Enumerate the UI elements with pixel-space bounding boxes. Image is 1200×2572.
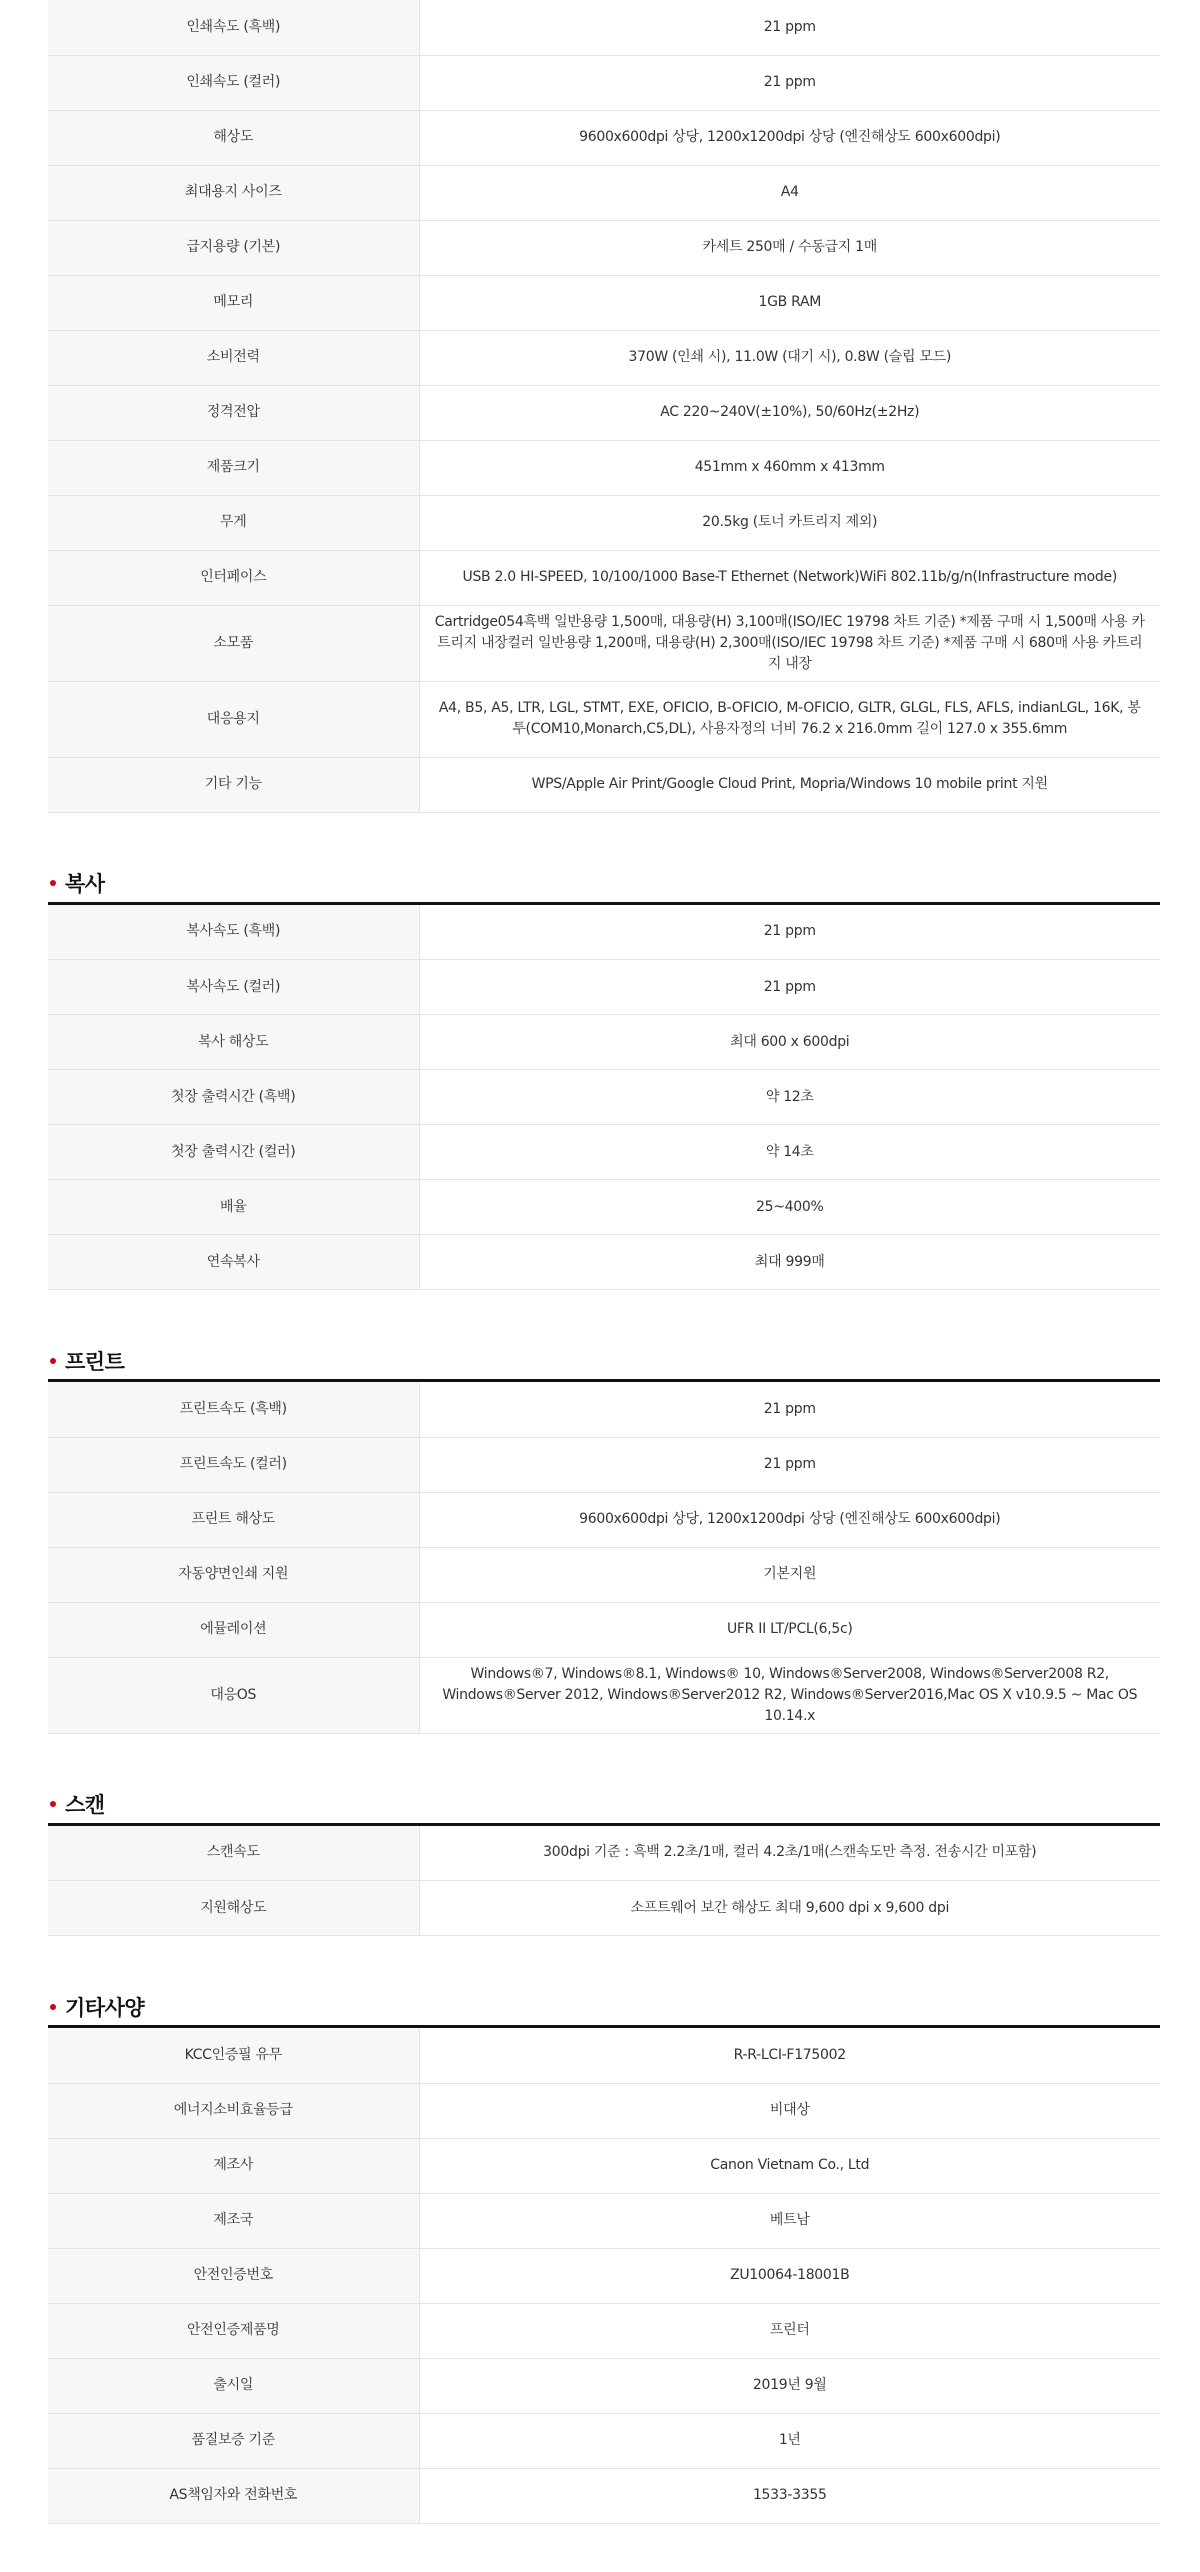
- spec-label: 인터페이스: [48, 550, 419, 605]
- spec-section: [48, 0, 1160, 813]
- spec-row: [48, 2468, 1160, 2523]
- spec-label: 해상도: [48, 110, 419, 165]
- section-header: [48, 1988, 1160, 2028]
- spec-value: 370W (인쇄 시), 11.0W (대기 시), 0.8W (슬립 모드): [419, 330, 1160, 385]
- spec-label: 제품크기: [48, 440, 419, 495]
- spec-value: 9600x600dpi 상당, 1200x1200dpi 상당 (엔진해상도 600x600dpi): [419, 110, 1160, 165]
- spec-table: [48, 905, 1160, 1291]
- spec-label: KCC인증필 유무: [48, 2028, 419, 2083]
- spec-value: 21 ppm: [419, 0, 1160, 55]
- spec-row: [48, 1826, 1160, 1881]
- spec-row: [48, 757, 1160, 812]
- spec-row: [48, 330, 1160, 385]
- spec-table: [48, 0, 1160, 813]
- bullet-dot-icon: [50, 1358, 56, 1364]
- spec-value: ZU10064-18001B: [419, 2248, 1160, 2303]
- spec-label: 복사속도 (컬러): [48, 960, 419, 1015]
- spec-label: 인쇄속도 (흑백): [48, 0, 419, 55]
- spec-value: 21 ppm: [419, 1437, 1160, 1492]
- spec-label: 출시일: [48, 2358, 419, 2413]
- spec-row: [48, 55, 1160, 110]
- spec-label: 연속복사: [48, 1235, 419, 1290]
- spec-row: [48, 905, 1160, 960]
- section-header: [48, 1342, 1160, 1382]
- spec-label: 자동양면인쇄 지원: [48, 1547, 419, 1602]
- spec-label: 안전인증번호: [48, 2248, 419, 2303]
- spec-value: 21 ppm: [419, 905, 1160, 960]
- spec-value: UFR II LT/PCL(6,5c): [419, 1602, 1160, 1657]
- spec-row: [48, 2358, 1160, 2413]
- bullet-dot-icon: [50, 2004, 56, 2010]
- spec-row: [48, 1070, 1160, 1125]
- spec-row: [48, 220, 1160, 275]
- spec-value: 기본지원: [419, 1547, 1160, 1602]
- spec-row: [48, 1602, 1160, 1657]
- spec-row: [48, 1492, 1160, 1547]
- spec-label: 소모품: [48, 605, 419, 681]
- spec-label: 급지용량 (기본): [48, 220, 419, 275]
- spec-label: 첫장 출력시간 (흑백): [48, 1070, 419, 1125]
- bullet-dot-icon: [50, 1801, 56, 1807]
- spec-row: [48, 605, 1160, 681]
- spec-row: [48, 1180, 1160, 1235]
- section-title: 복사: [65, 872, 105, 896]
- spec-row: [48, 165, 1160, 220]
- spec-row: [48, 495, 1160, 550]
- spec-label: 안전인증제품명: [48, 2303, 419, 2358]
- spec-row: [48, 1235, 1160, 1290]
- spec-value: 1533-3355: [419, 2468, 1160, 2523]
- spec-label: 제조사: [48, 2138, 419, 2193]
- spec-value: 21 ppm: [419, 1382, 1160, 1437]
- spec-label: 프린트속도 (흑백): [48, 1382, 419, 1437]
- spec-row: [48, 1015, 1160, 1070]
- spec-label: 무게: [48, 495, 419, 550]
- spec-value: A4, B5, A5, LTR, LGL, STMT, EXE, OFICIO, B-OFICIO, M-OFICIO, GLTR, GLGL, FLS, AFLS, indianLGL, 16K, 봉투(COM10,Monarch,C5,DL), 사용자정의 너비 76.2 x 216.0mm 길이 127.0 x 355.6mm: [419, 681, 1160, 757]
- spec-row: [48, 2028, 1160, 2083]
- spec-label: 정격전압: [48, 385, 419, 440]
- spec-section: [48, 1988, 1160, 2524]
- spec-row: [48, 1657, 1160, 1733]
- spec-value: 약 14초: [419, 1125, 1160, 1180]
- spec-value: 최대 999매: [419, 1235, 1160, 1290]
- spec-value: 약 12초: [419, 1070, 1160, 1125]
- spec-row: [48, 1125, 1160, 1180]
- spec-label: 지원해상도: [48, 1881, 419, 1936]
- spec-table: [48, 1382, 1160, 1734]
- spec-label: 대응OS: [48, 1657, 419, 1733]
- spec-label: AS책임자와 전화번호: [48, 2468, 419, 2523]
- spec-label: 메모리: [48, 275, 419, 330]
- spec-value: 소프트웨어 보간 해상도 최대 9,600 dpi x 9,600 dpi: [419, 1881, 1160, 1936]
- spec-label: 최대용지 사이즈: [48, 165, 419, 220]
- spec-value: AC 220~240V(±10%), 50/60Hz(±2Hz): [419, 385, 1160, 440]
- spec-value: USB 2.0 HI-SPEED, 10/100/1000 Base-T Ethernet (Network)WiFi 802.11b/g/n(Infrastructure mode): [419, 550, 1160, 605]
- spec-row: [48, 1881, 1160, 1936]
- spec-value: WPS/Apple Air Print/Google Cloud Print, Mopria/Windows 10 mobile print 지원: [419, 757, 1160, 812]
- bullet-dot-icon: [50, 880, 56, 886]
- spec-row: [48, 2193, 1160, 2248]
- spec-value: 21 ppm: [419, 960, 1160, 1015]
- spec-table: [48, 1826, 1160, 1937]
- spec-label: 프린트 해상도: [48, 1492, 419, 1547]
- spec-label: 인쇄속도 (컬러): [48, 55, 419, 110]
- spec-label: 첫장 출력시간 (컬러): [48, 1125, 419, 1180]
- spec-label: 기타 기능: [48, 757, 419, 812]
- spec-section: [48, 1786, 1160, 1937]
- spec-label: 배율: [48, 1180, 419, 1235]
- spec-label: 에뮬레이션: [48, 1602, 419, 1657]
- spec-row: [48, 2248, 1160, 2303]
- spec-value: 비대상: [419, 2083, 1160, 2138]
- spec-value: R-R-LCI-F175002: [419, 2028, 1160, 2083]
- section-title: 기타사양: [65, 1995, 145, 2020]
- spec-value: Cartridge054흑백 일반용량 1,500매, 대용량(H) 3,100매(ISO/IEC 19798 차트 기준) *제품 구매 시 1,500매 사용 카트리지 내장컬러 일반용량 1,200매, 대용량(H) 2,300매(ISO/IEC 19798 차트 기준) *제품 구매 시 680매 사용 카트리지 내장: [419, 605, 1160, 681]
- spec-row: [48, 2303, 1160, 2358]
- spec-row: [48, 1382, 1160, 1437]
- spec-content: [48, 0, 1160, 2524]
- spec-label: 에너지소비효율등급: [48, 2083, 419, 2138]
- spec-value: 25~400%: [419, 1180, 1160, 1235]
- spec-row: [48, 0, 1160, 55]
- spec-label: 스캔속도: [48, 1826, 419, 1881]
- spec-label: 프린트속도 (컬러): [48, 1437, 419, 1492]
- spec-label: 복사 해상도: [48, 1015, 419, 1070]
- section-header: [48, 1786, 1160, 1826]
- section-title: 프린트: [65, 1349, 125, 1374]
- spec-value: 2019년 9월: [419, 2358, 1160, 2413]
- spec-label: 품질보증 기준: [48, 2413, 419, 2468]
- spec-row: [48, 275, 1160, 330]
- spec-label: 제조국: [48, 2193, 419, 2248]
- spec-row: [48, 2138, 1160, 2193]
- spec-row: [48, 681, 1160, 757]
- spec-row: [48, 550, 1160, 605]
- spec-value: 21 ppm: [419, 55, 1160, 110]
- spec-row: [48, 960, 1160, 1015]
- spec-value: 1GB RAM: [419, 275, 1160, 330]
- spec-row: [48, 385, 1160, 440]
- spec-label: 복사속도 (흑백): [48, 905, 419, 960]
- spec-value: 9600x600dpi 상당, 1200x1200dpi 상당 (엔진해상도 600x600dpi): [419, 1492, 1160, 1547]
- spec-label: 소비전력: [48, 330, 419, 385]
- spec-value: 프린터: [419, 2303, 1160, 2358]
- spec-value: 베트남: [419, 2193, 1160, 2248]
- spec-value: 20.5kg (토너 카트리지 제외): [419, 495, 1160, 550]
- section-header: [48, 865, 1160, 905]
- spec-value: Canon Vietnam Co., Ltd: [419, 2138, 1160, 2193]
- spec-row: [48, 440, 1160, 495]
- spec-table: [48, 2028, 1160, 2524]
- section-title: 스캔: [65, 1793, 105, 1817]
- spec-section: [48, 1342, 1160, 1734]
- spec-value: 카세트 250매 / 수동급지 1매: [419, 220, 1160, 275]
- spec-value: 최대 600 x 600dpi: [419, 1015, 1160, 1070]
- spec-row: [48, 1547, 1160, 1602]
- spec-value: 451mm x 460mm x 413mm: [419, 440, 1160, 495]
- spec-row: [48, 2413, 1160, 2468]
- spec-value: 300dpi 기준 : 흑백 2.2초/1매, 컬러 4.2초/1매(스캔속도만 측정. 전송시간 미포함): [419, 1826, 1160, 1881]
- spec-row: [48, 2083, 1160, 2138]
- spec-row: [48, 110, 1160, 165]
- spec-row: [48, 1437, 1160, 1492]
- spec-value: 1년: [419, 2413, 1160, 2468]
- spec-section: [48, 865, 1160, 1291]
- spec-value: A4: [419, 165, 1160, 220]
- spec-value: Windows®7, Windows®8.1, Windows® 10, Windows®Server2008, Windows®Server2008 R2, Windows®Server 2012, Windows®Server2012 R2, Windows®Server2016,Mac OS X v10.9.5 ~ Mac OS 10.14.x: [419, 1657, 1160, 1733]
- spec-label: 대응용지: [48, 681, 419, 757]
